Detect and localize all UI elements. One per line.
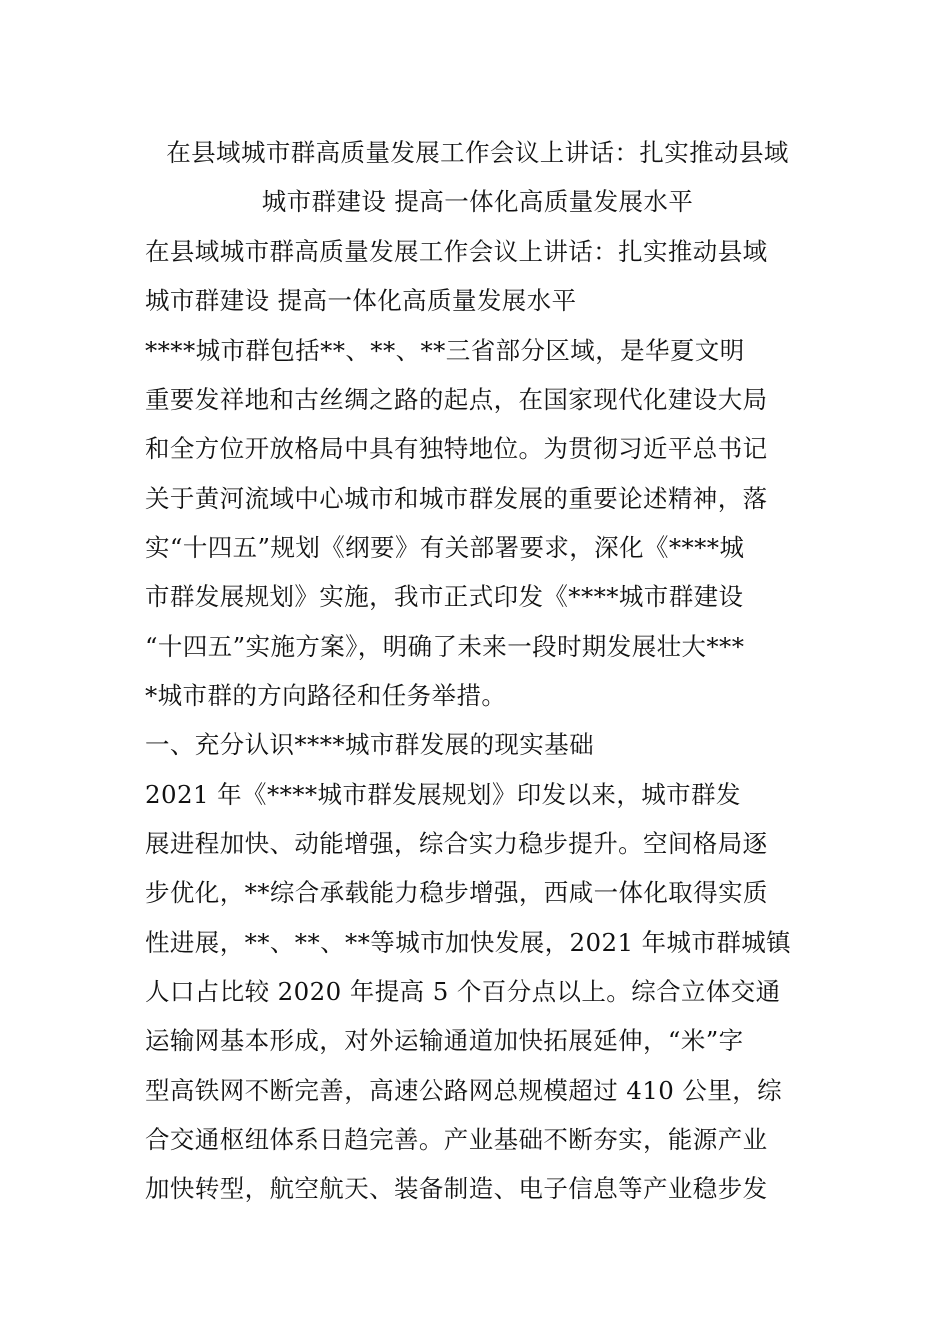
document-title-line-2: 城市群建设 提高一体化高质量发展水平: [261, 187, 694, 216]
intro-paragraph-line: “十四五”实施方案》，明确了未来一段时期发展壮大***: [145, 632, 745, 661]
repeated-title-line-2: 城市群建设 提高一体化高质量发展水平: [145, 286, 577, 315]
section-paragraph-line: 运输网基本形成，对外运输通道加快拓展延伸，“米”字: [145, 1026, 744, 1055]
section-paragraph-line: 性进展，**、**、**等城市加快发展，2021 年城市群城镇: [145, 928, 792, 957]
section-paragraph-line: 人口占比较 2020 年提高 5 个百分点以上。综合立体交通: [145, 977, 781, 1006]
intro-paragraph-line: 重要发祥地和古丝绸之路的起点，在国家现代化建设大局: [145, 385, 768, 414]
section-paragraph-line: 加快转型，航空航天、装备制造、电子信息等产业稳步发: [145, 1174, 768, 1203]
section-paragraph-line: 2021 年《****城市群发展规划》印发以来，城市群发: [145, 780, 741, 809]
section-paragraph-line: 步优化，**综合承载能力稳步增强，西咸一体化取得实质: [145, 878, 768, 907]
intro-paragraph-line: 市群发展规划》实施，我市正式印发《****城市群建设: [145, 582, 744, 611]
document-title-line-1: 在县域城市群高质量发展工作会议上讲话：扎实推动县域: [166, 138, 789, 167]
repeated-title-line-1: 在县域城市群高质量发展工作会议上讲话：扎实推动县域: [145, 237, 768, 266]
section-paragraph-line: 型高铁网不断完善，高速公路网总规模超过 410 公里，综: [145, 1076, 783, 1105]
section-heading: 一、充分认识****城市群发展的现实基础: [145, 730, 594, 759]
section-paragraph-line: 合交通枢纽体系日趋完善。产业基础不断夯实，能源产业: [145, 1125, 768, 1154]
intro-paragraph-line: ****城市群包括**、**、**三省部分区域，是华夏文明: [145, 336, 745, 365]
intro-paragraph-line: 实“十四五”规划《纲要》有关部署要求，深化《****城: [145, 533, 745, 562]
intro-paragraph-line: 和全方位开放格局中具有独特地位。为贯彻习近平总书记: [145, 434, 768, 463]
intro-paragraph-line: *城市群的方向路径和任务举措。: [145, 681, 507, 710]
section-paragraph-line: 展进程加快、动能增强，综合实力稳步提升。空间格局逐: [145, 829, 768, 858]
intro-paragraph-line: 关于黄河流域中心城市和城市群发展的重要论述精神，落: [145, 484, 768, 513]
